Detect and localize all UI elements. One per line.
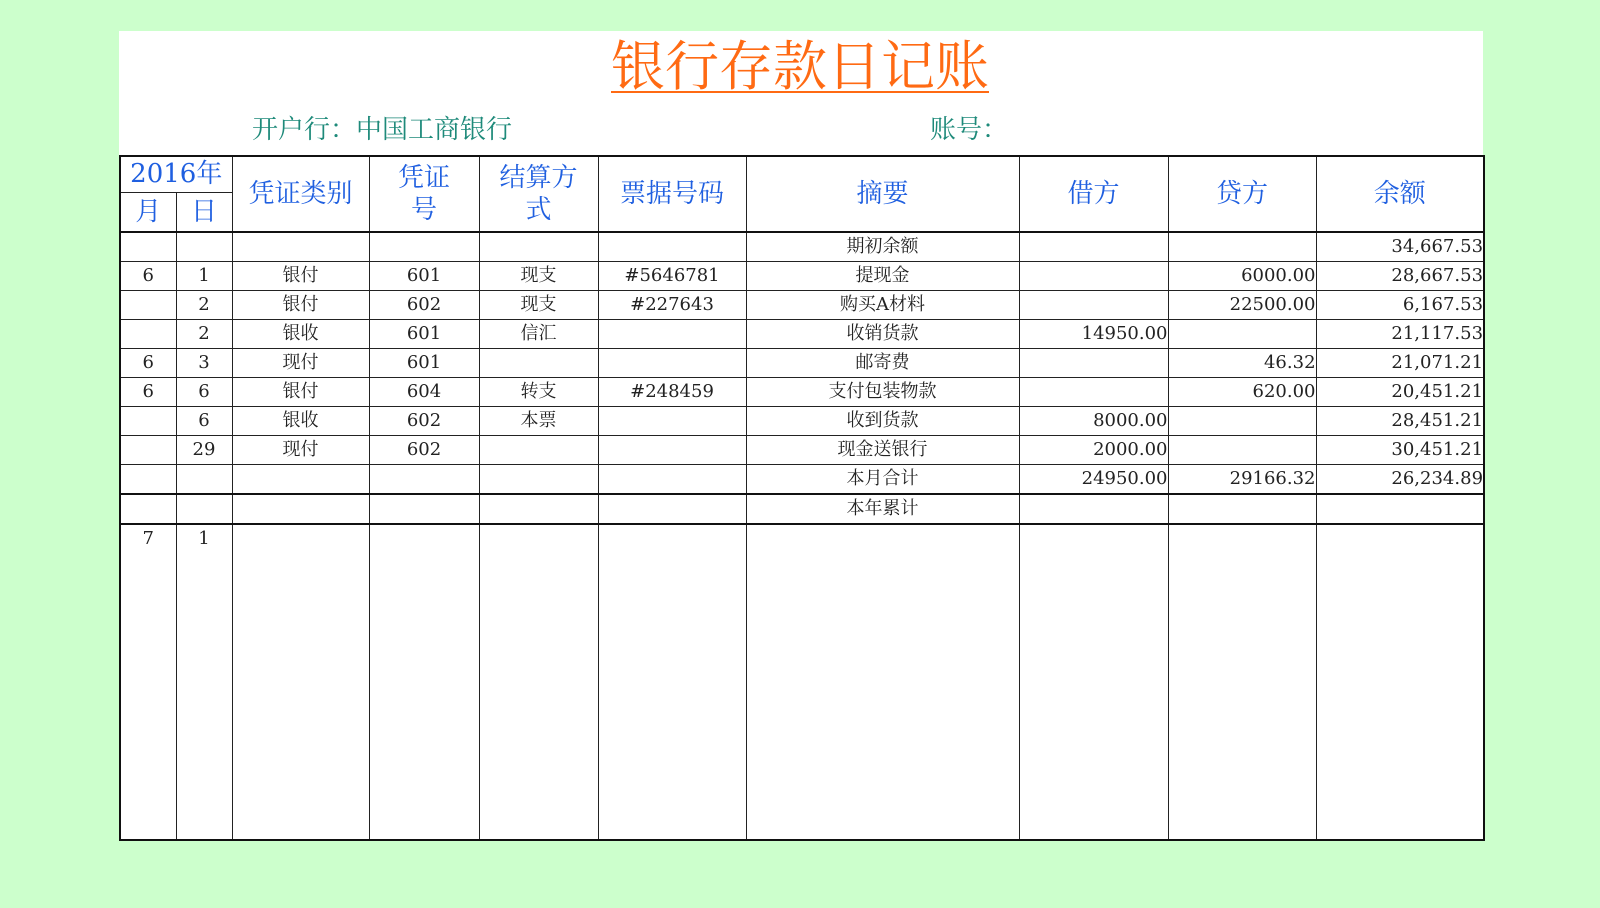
cell-summary: 本月合计 [746, 465, 1019, 495]
cell-month [120, 465, 176, 495]
cell-summary: 购买A材料 [746, 291, 1019, 320]
cell-voucher-type [232, 232, 369, 262]
cell-summary: 收到货款 [746, 407, 1019, 436]
cell-bill-no [598, 524, 746, 840]
summary-header: 摘要 [746, 156, 1019, 232]
cell-day: 2 [176, 320, 232, 349]
cell-bill-no: #5646781 [598, 262, 746, 291]
cell-credit: 29166.32 [1168, 465, 1316, 495]
table-row [120, 407, 1484, 436]
cell-day: 6 [176, 378, 232, 407]
cell-summary: 支付包装物款 [746, 378, 1019, 407]
cell-credit [1168, 320, 1316, 349]
voucher-no-header-line1: 凭证 [398, 163, 451, 193]
cell-bill-no [598, 436, 746, 465]
voucher-no-header [369, 156, 479, 232]
cell-month: 6 [120, 262, 176, 291]
cell-balance: 21,117.53 [1316, 320, 1484, 349]
cell-settle-method [479, 436, 598, 465]
cell-voucher-no [369, 232, 479, 262]
cell-credit [1168, 524, 1316, 840]
cell-bill-no [598, 494, 746, 524]
table-row [120, 291, 1484, 320]
cell-settle-method [479, 349, 598, 378]
cell-bill-no [598, 320, 746, 349]
cell-month [120, 320, 176, 349]
cell-voucher-no [369, 524, 479, 840]
cell-credit: 620.00 [1168, 378, 1316, 407]
cell-credit: 22500.00 [1168, 291, 1316, 320]
cell-voucher-type: 银收 [232, 407, 369, 436]
cell-credit: 6000.00 [1168, 262, 1316, 291]
cell-debit [1019, 291, 1168, 320]
bank-name: 中国工商银行 [356, 115, 513, 145]
cell-day: 6 [176, 407, 232, 436]
cell-day [176, 494, 232, 524]
debit-header: 借方 [1019, 156, 1168, 232]
cell-balance: 28,667.53 [1316, 262, 1484, 291]
bank-label: 开户行： [252, 115, 357, 145]
cell-balance: 21,071.21 [1316, 349, 1484, 378]
cell-voucher-no: 601 [369, 262, 479, 291]
cell-voucher-type [232, 494, 369, 524]
cell-voucher-no [369, 494, 479, 524]
month-header: 月 [120, 192, 176, 232]
cell-voucher-no: 601 [369, 320, 479, 349]
table-row [120, 436, 1484, 465]
cell-voucher-no [369, 465, 479, 495]
cell-day: 3 [176, 349, 232, 378]
table-row [120, 465, 1484, 495]
ledger-table [119, 155, 1485, 841]
cell-settle-method [479, 465, 598, 495]
settle-header-line2: 式 [525, 195, 552, 225]
cell-settle-method [479, 494, 598, 524]
cell-balance: 28,451.21 [1316, 407, 1484, 436]
cell-summary: 邮寄费 [746, 349, 1019, 378]
cell-debit: 2000.00 [1019, 436, 1168, 465]
account-label: 账号： [930, 115, 1009, 145]
cell-debit [1019, 232, 1168, 262]
cell-debit: 8000.00 [1019, 407, 1168, 436]
cell-debit: 14950.00 [1019, 320, 1168, 349]
cell-month: 6 [120, 349, 176, 378]
cell-settle-method: 转支 [479, 378, 598, 407]
table-row [120, 378, 1484, 407]
table-row [120, 320, 1484, 349]
cell-voucher-type: 银付 [232, 262, 369, 291]
year-header: 2016年 [120, 156, 232, 192]
cell-month [120, 232, 176, 262]
cell-summary: 现金送银行 [746, 436, 1019, 465]
bank-info [252, 113, 512, 147]
cell-day: 1 [176, 524, 232, 840]
cell-summary: 期初余额 [746, 232, 1019, 262]
cell-voucher-no: 602 [369, 436, 479, 465]
cell-bill-no [598, 407, 746, 436]
bill-no-header: 票据号码 [598, 156, 746, 232]
cell-day: 29 [176, 436, 232, 465]
cell-voucher-type [232, 465, 369, 495]
table-row [120, 232, 1484, 262]
cell-voucher-no: 602 [369, 291, 479, 320]
cell-debit [1019, 349, 1168, 378]
cell-settle-method: 信汇 [479, 320, 598, 349]
cell-voucher-no: 602 [369, 407, 479, 436]
cell-voucher-type [232, 524, 369, 840]
cell-summary [746, 524, 1019, 840]
cell-month [120, 494, 176, 524]
voucher-no-header-line2: 号 [411, 195, 438, 225]
cell-balance: 34,667.53 [1316, 232, 1484, 262]
cell-voucher-type: 银付 [232, 291, 369, 320]
settle-header-line1: 结算方 [499, 163, 578, 193]
cell-balance [1316, 494, 1484, 524]
settle-method-header [479, 156, 598, 232]
cell-bill-no [598, 465, 746, 495]
credit-header: 贷方 [1168, 156, 1316, 232]
cell-bill-no: #248459 [598, 378, 746, 407]
cell-voucher-no: 601 [369, 349, 479, 378]
cell-balance: 26,234.89 [1316, 465, 1484, 495]
cell-balance [1316, 524, 1484, 840]
cell-bill-no [598, 349, 746, 378]
cell-settle-method: 本票 [479, 407, 598, 436]
cell-summary: 收销货款 [746, 320, 1019, 349]
cell-summary: 提现金 [746, 262, 1019, 291]
cell-bill-no [598, 232, 746, 262]
balance-header: 余额 [1316, 156, 1484, 232]
ledger-body [120, 232, 1484, 840]
cell-day: 2 [176, 291, 232, 320]
cell-settle-method [479, 232, 598, 262]
cell-voucher-no: 604 [369, 378, 479, 407]
table-row [120, 494, 1484, 524]
cell-balance: 30,451.21 [1316, 436, 1484, 465]
cell-credit [1168, 407, 1316, 436]
cell-voucher-type: 银收 [232, 320, 369, 349]
cell-debit [1019, 524, 1168, 840]
cell-debit [1019, 494, 1168, 524]
table-row [120, 524, 1484, 840]
cell-day [176, 232, 232, 262]
cell-credit [1168, 494, 1316, 524]
day-header: 日 [176, 192, 232, 232]
cell-month [120, 407, 176, 436]
cell-debit [1019, 262, 1168, 291]
cell-summary: 本年累计 [746, 494, 1019, 524]
cell-settle-method: 现支 [479, 291, 598, 320]
cell-settle-method [479, 524, 598, 840]
cell-credit [1168, 436, 1316, 465]
table-row [120, 262, 1484, 291]
page-title: 银行存款日记账 [611, 35, 989, 98]
cell-debit [1019, 378, 1168, 407]
cell-day [176, 465, 232, 495]
cell-month: 7 [120, 524, 176, 840]
cell-month [120, 436, 176, 465]
cell-month [120, 291, 176, 320]
cell-credit [1168, 232, 1316, 262]
cell-voucher-type: 银付 [232, 378, 369, 407]
cell-balance: 20,451.21 [1316, 378, 1484, 407]
table-row [120, 349, 1484, 378]
cell-day: 1 [176, 262, 232, 291]
cell-debit: 24950.00 [1019, 465, 1168, 495]
cell-voucher-type: 现付 [232, 349, 369, 378]
cell-credit: 46.32 [1168, 349, 1316, 378]
cell-settle-method: 现支 [479, 262, 598, 291]
cell-bill-no: #227643 [598, 291, 746, 320]
cell-balance: 6,167.53 [1316, 291, 1484, 320]
cell-voucher-type: 现付 [232, 436, 369, 465]
voucher-type-header: 凭证类别 [232, 156, 369, 232]
cell-month: 6 [120, 378, 176, 407]
